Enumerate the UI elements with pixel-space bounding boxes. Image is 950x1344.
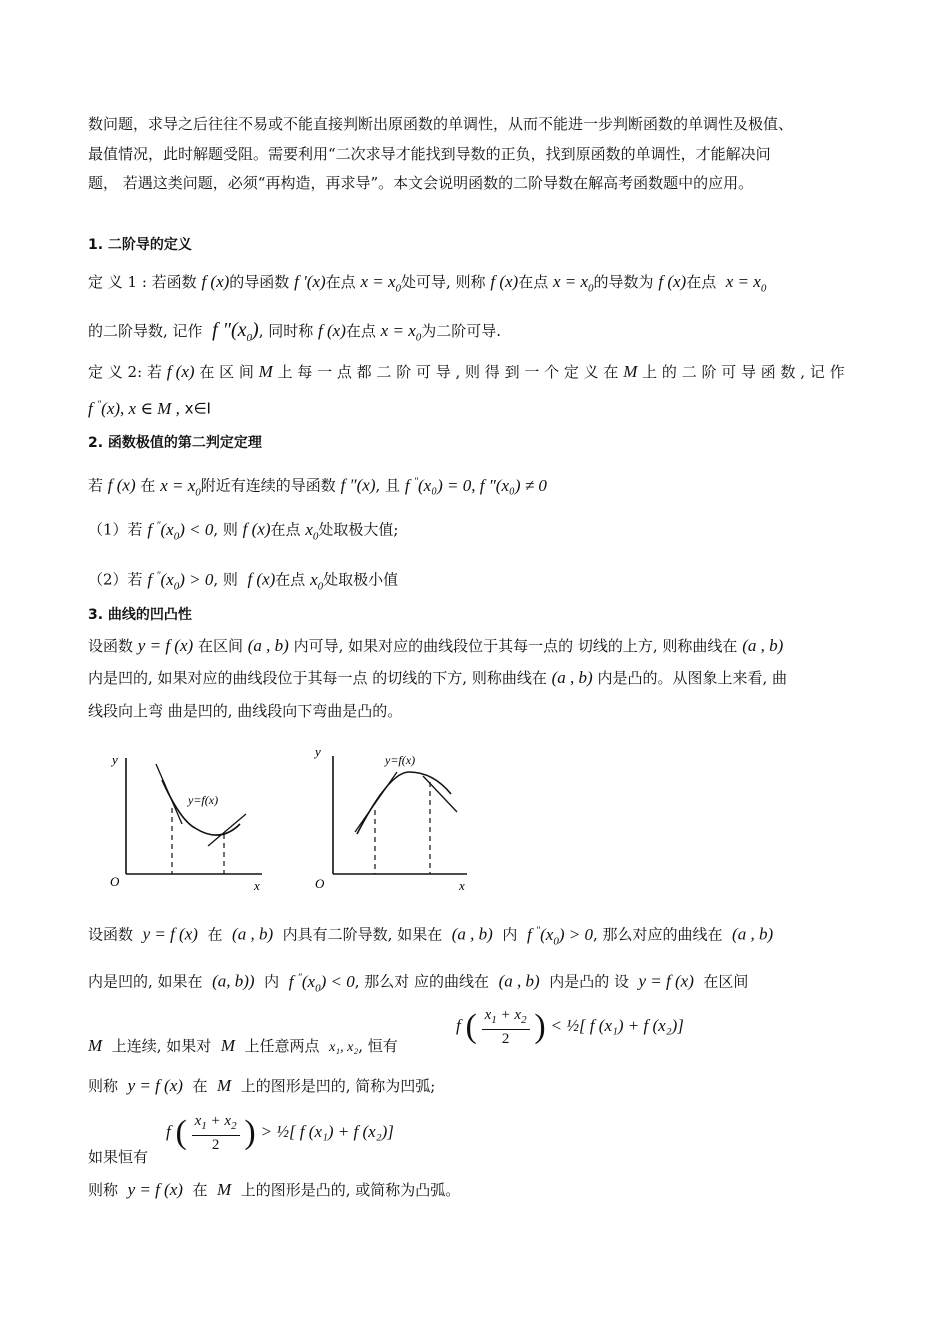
text: 在 xyxy=(207,925,223,944)
math-f2-lt0: f $''(x_0) < 0$ xyxy=(147,519,214,543)
criterion-line-3 xyxy=(88,1036,398,1058)
text: 内是凹的, 如果对应的曲线段位于其每一点 的切线的下方, 则称曲线在 xyxy=(88,669,547,687)
math-f2-x0: f $''(x_0)$ xyxy=(212,319,259,344)
math: ) < 0 xyxy=(179,519,214,539)
text: 在点 xyxy=(325,273,356,291)
math: f ″(x xyxy=(212,319,247,341)
convex-conclusion xyxy=(88,1180,460,1200)
math-fx: f (x) xyxy=(318,321,346,340)
text: , 同时称 xyxy=(258,322,314,340)
concavity-line-2 xyxy=(88,668,787,688)
text: 内 xyxy=(264,972,280,991)
text: 内是凸的 设 xyxy=(549,972,629,991)
math-f2x: f ″(x) xyxy=(340,475,376,495)
math-fx: f (x) xyxy=(166,362,195,381)
math: (x), x ∈ M , xyxy=(101,398,180,418)
text: 上 每 一 点 都 二 阶 可 导 , 则 得 到 一 个 定 义 在 xyxy=(277,363,619,381)
math-f2-lt0: f $''(x_0) < 0$ xyxy=(288,971,355,995)
math: x xyxy=(305,519,313,539)
math: x = x xyxy=(725,272,761,291)
text: , 则 xyxy=(213,570,238,589)
math-ineq-gt: > ½[ f (x₁) + f (x₂)] xyxy=(260,1122,394,1141)
theorem-case-1 xyxy=(88,516,398,546)
text: 上连续, 如果对 xyxy=(111,1037,212,1055)
math-fx: f (x) xyxy=(658,272,687,291)
section-3-heading: 3. 曲线的凹凸性 xyxy=(88,607,192,623)
math-f2-gt0: f $''(x_0) > 0$ xyxy=(526,924,593,948)
text: 上任意两点 xyxy=(244,1037,320,1055)
math-fx: f (x) xyxy=(490,272,519,291)
math-M: M xyxy=(258,362,273,381)
origin-label: O xyxy=(315,876,325,891)
text: 设函数 xyxy=(88,637,134,655)
concavity-line-3: 线段向上弯 曲是凹的, 曲线段向下弯曲是凸的。 xyxy=(88,702,403,720)
text: 在区间 xyxy=(703,972,749,991)
math: (x₀) = 0, f ″(x₀) ≠ 0 xyxy=(417,475,547,495)
concave-curve xyxy=(162,780,240,835)
text: 在点 xyxy=(686,273,717,291)
text: 上的图形是凹的, 简称为凹弧; xyxy=(240,1077,436,1095)
math-interval-ab: (a, b)) xyxy=(212,971,255,991)
math-f2-conditions: f ″(x₀) = 0, f ″(x₀) ≠ 0 xyxy=(404,475,547,495)
definition-2-line-2 xyxy=(88,395,211,419)
math: x xyxy=(310,569,318,589)
text: 内 xyxy=(502,925,518,944)
criterion-line-2 xyxy=(88,968,748,998)
math: ) > 0 xyxy=(558,924,593,944)
section-2-heading: 2. 函数极值的第二判定定理 xyxy=(88,435,262,451)
math-fx: f (x) xyxy=(242,519,271,539)
intro-line-1: 数问题，求导之后往往不易或不能直接判断出原函数的单调性，从而不能进一步判断函数的单调性及极值、 xyxy=(88,115,794,133)
text: 在点 xyxy=(270,520,301,539)
math-interval-ab: (a , b) xyxy=(498,971,540,991)
convex-curve xyxy=(357,772,451,834)
concavity-line-1 xyxy=(88,636,783,656)
convex-figure xyxy=(305,738,485,896)
concave-figure xyxy=(100,740,280,896)
math: x = x xyxy=(552,272,589,291)
text: 上的图形是凸的, 或简称为凸弧。 xyxy=(240,1181,461,1199)
math: ) > 0 xyxy=(179,569,214,589)
math: x = x xyxy=(380,321,416,340)
theorem-case-2 xyxy=(88,566,398,596)
concave-inequality: f ( $\frac{x_1 + x_2}{2}$ ) < ½[ f (x₁) + f (x₂)] xyxy=(456,1007,684,1047)
text: 在 xyxy=(192,1181,208,1199)
text: 定 义 1 : 若函数 xyxy=(88,273,197,291)
math-ineq-lt: < ½[ f (x₁) + f (x₂)] xyxy=(550,1016,684,1035)
text: 定 义 2: 若 xyxy=(88,363,162,381)
math-f2-gt0: f $''(x_0) > 0$ xyxy=(147,569,214,593)
text: 内可导, 如果对应的曲线段位于其每一点的 切线的上方, 则称曲线在 xyxy=(293,637,738,655)
math-y-fx: y = f (x) xyxy=(127,1076,183,1095)
text: 上 的 二 阶 可 导 函 数 , 记 作 xyxy=(642,363,845,381)
math-fx: f (x) xyxy=(201,272,230,291)
text: 的二阶导数, 记作 xyxy=(88,322,203,340)
text: , 且 xyxy=(375,476,401,495)
section-1-heading: 1. 二阶导的定义 xyxy=(88,237,192,253)
curve-label: y=f(x) xyxy=(188,793,219,807)
math-interval-ab: (a , b) xyxy=(247,636,289,655)
y-axis-label: y xyxy=(112,752,118,767)
math-interval-ab: (a , b) xyxy=(551,668,593,687)
math-domain-I: x∈I xyxy=(184,399,211,418)
text: 内是凸的。从图象上来看, 曲 xyxy=(597,669,788,687)
text: 为二阶可导. xyxy=(421,322,502,340)
curve-label: y=f(x) xyxy=(385,753,416,767)
text: , 则 xyxy=(213,520,238,539)
definition-2-line-1 xyxy=(88,362,845,382)
convex-condition: 如果恒有 xyxy=(88,1148,149,1166)
math-x-eq-x0: $x = x_0$ xyxy=(360,272,402,295)
theorem-line xyxy=(88,472,547,502)
text: 若 xyxy=(88,476,104,495)
text: 处取极大值; xyxy=(318,520,399,539)
x-axis-label: x xyxy=(254,878,260,893)
origin-label: O xyxy=(110,874,120,889)
math-interval-ab: (a , b) xyxy=(742,636,784,655)
text: 在区间 xyxy=(197,637,243,655)
convex-inequality: f ( $\frac{x_1 + x_2}{2}$ ) > ½[ f (x₁) + f (x₂)] xyxy=(166,1113,394,1153)
text: 在点 xyxy=(518,273,549,291)
math-x-eq-x0: $x = x_0$ xyxy=(380,321,422,344)
math-M: M xyxy=(220,1036,235,1055)
math-x1-x2: x₁, x₂ xyxy=(329,1040,359,1055)
text: , 那么对应的曲线在 xyxy=(592,925,723,944)
text: 在 xyxy=(192,1077,208,1095)
math-interval-ab: (a , b) xyxy=(451,924,493,944)
y-axis-label: y xyxy=(315,744,321,759)
text: 在点 xyxy=(275,570,306,589)
text: 内具有二阶导数, 如果在 xyxy=(282,925,443,944)
math-y-fx: y = f (x) xyxy=(638,971,694,991)
math-interval-ab: (a , b) xyxy=(732,924,774,944)
math-fprime: f ′(x) xyxy=(294,272,326,291)
text: 在点 xyxy=(345,322,376,340)
text: 附近有连续的导函数 xyxy=(200,476,336,495)
tangent-line xyxy=(423,776,457,812)
text: 则称 xyxy=(88,1181,119,1199)
text: 在 xyxy=(140,476,156,495)
text: , 恒有 xyxy=(358,1037,398,1055)
math-M: M xyxy=(217,1076,232,1095)
math: x = x xyxy=(360,272,396,291)
math-x0: $x_0$ xyxy=(305,519,319,543)
text: 内是凹的, 如果在 xyxy=(88,972,203,991)
math-fx: f (x) xyxy=(247,569,276,589)
text: 的导函数 xyxy=(229,273,290,291)
math: ) < 0 xyxy=(320,971,355,991)
math-y-fx: y = f (x) xyxy=(142,924,198,944)
math-x-eq-x0: $x = x_0$ xyxy=(552,272,594,295)
x-axis-label: x xyxy=(459,878,465,893)
tangent-line xyxy=(355,772,397,832)
concave-conclusion xyxy=(88,1076,435,1096)
text: 设函数 xyxy=(88,925,134,944)
math: x = x xyxy=(160,475,196,495)
text: 在 区 间 xyxy=(199,363,254,381)
text: 处取极小值 xyxy=(323,570,399,589)
math-x-eq-x0: $x = x_0$ xyxy=(725,272,767,295)
math-M: M xyxy=(217,1180,232,1199)
math-M: M xyxy=(623,362,638,381)
text: （1）若 xyxy=(88,520,143,539)
tangent-line xyxy=(208,814,246,846)
math-M: M xyxy=(88,1036,103,1055)
criterion-line-1 xyxy=(88,921,773,951)
math-f2-domain: f ″(x), x ∈ M , xyxy=(88,398,180,418)
text: , 那么对 应的曲线在 xyxy=(354,972,490,991)
tangent-line xyxy=(156,764,182,824)
intro-line-2: 最值情况，此时解题受阻。需要利用“二次求导才能找到导数的正负，找到原函数的单调性，才能解决问 xyxy=(88,145,771,163)
math-x-eq-x0: $x = x_0$ xyxy=(160,475,201,499)
math-x0: $x_0$ xyxy=(310,569,324,593)
text: （2）若 xyxy=(88,570,143,589)
math-interval-ab: (a , b) xyxy=(232,924,274,944)
text: 的导数为 xyxy=(593,273,654,291)
intro-line-3: 题， 若遇这类问题，必须“再构造，再求导”。本文会说明函数的二阶导数在解高考函数题中的应用。 xyxy=(88,174,754,192)
text: 则称 xyxy=(88,1077,119,1095)
text: 处可导, 则称 xyxy=(401,273,486,291)
math-fx: f (x) xyxy=(107,475,136,495)
definition-1-line-2 xyxy=(88,320,501,348)
math-y-fx: y = f (x) xyxy=(127,1180,183,1199)
definition-1-line-1 xyxy=(88,272,766,298)
math-y-fx: y = f (x) xyxy=(137,636,194,655)
